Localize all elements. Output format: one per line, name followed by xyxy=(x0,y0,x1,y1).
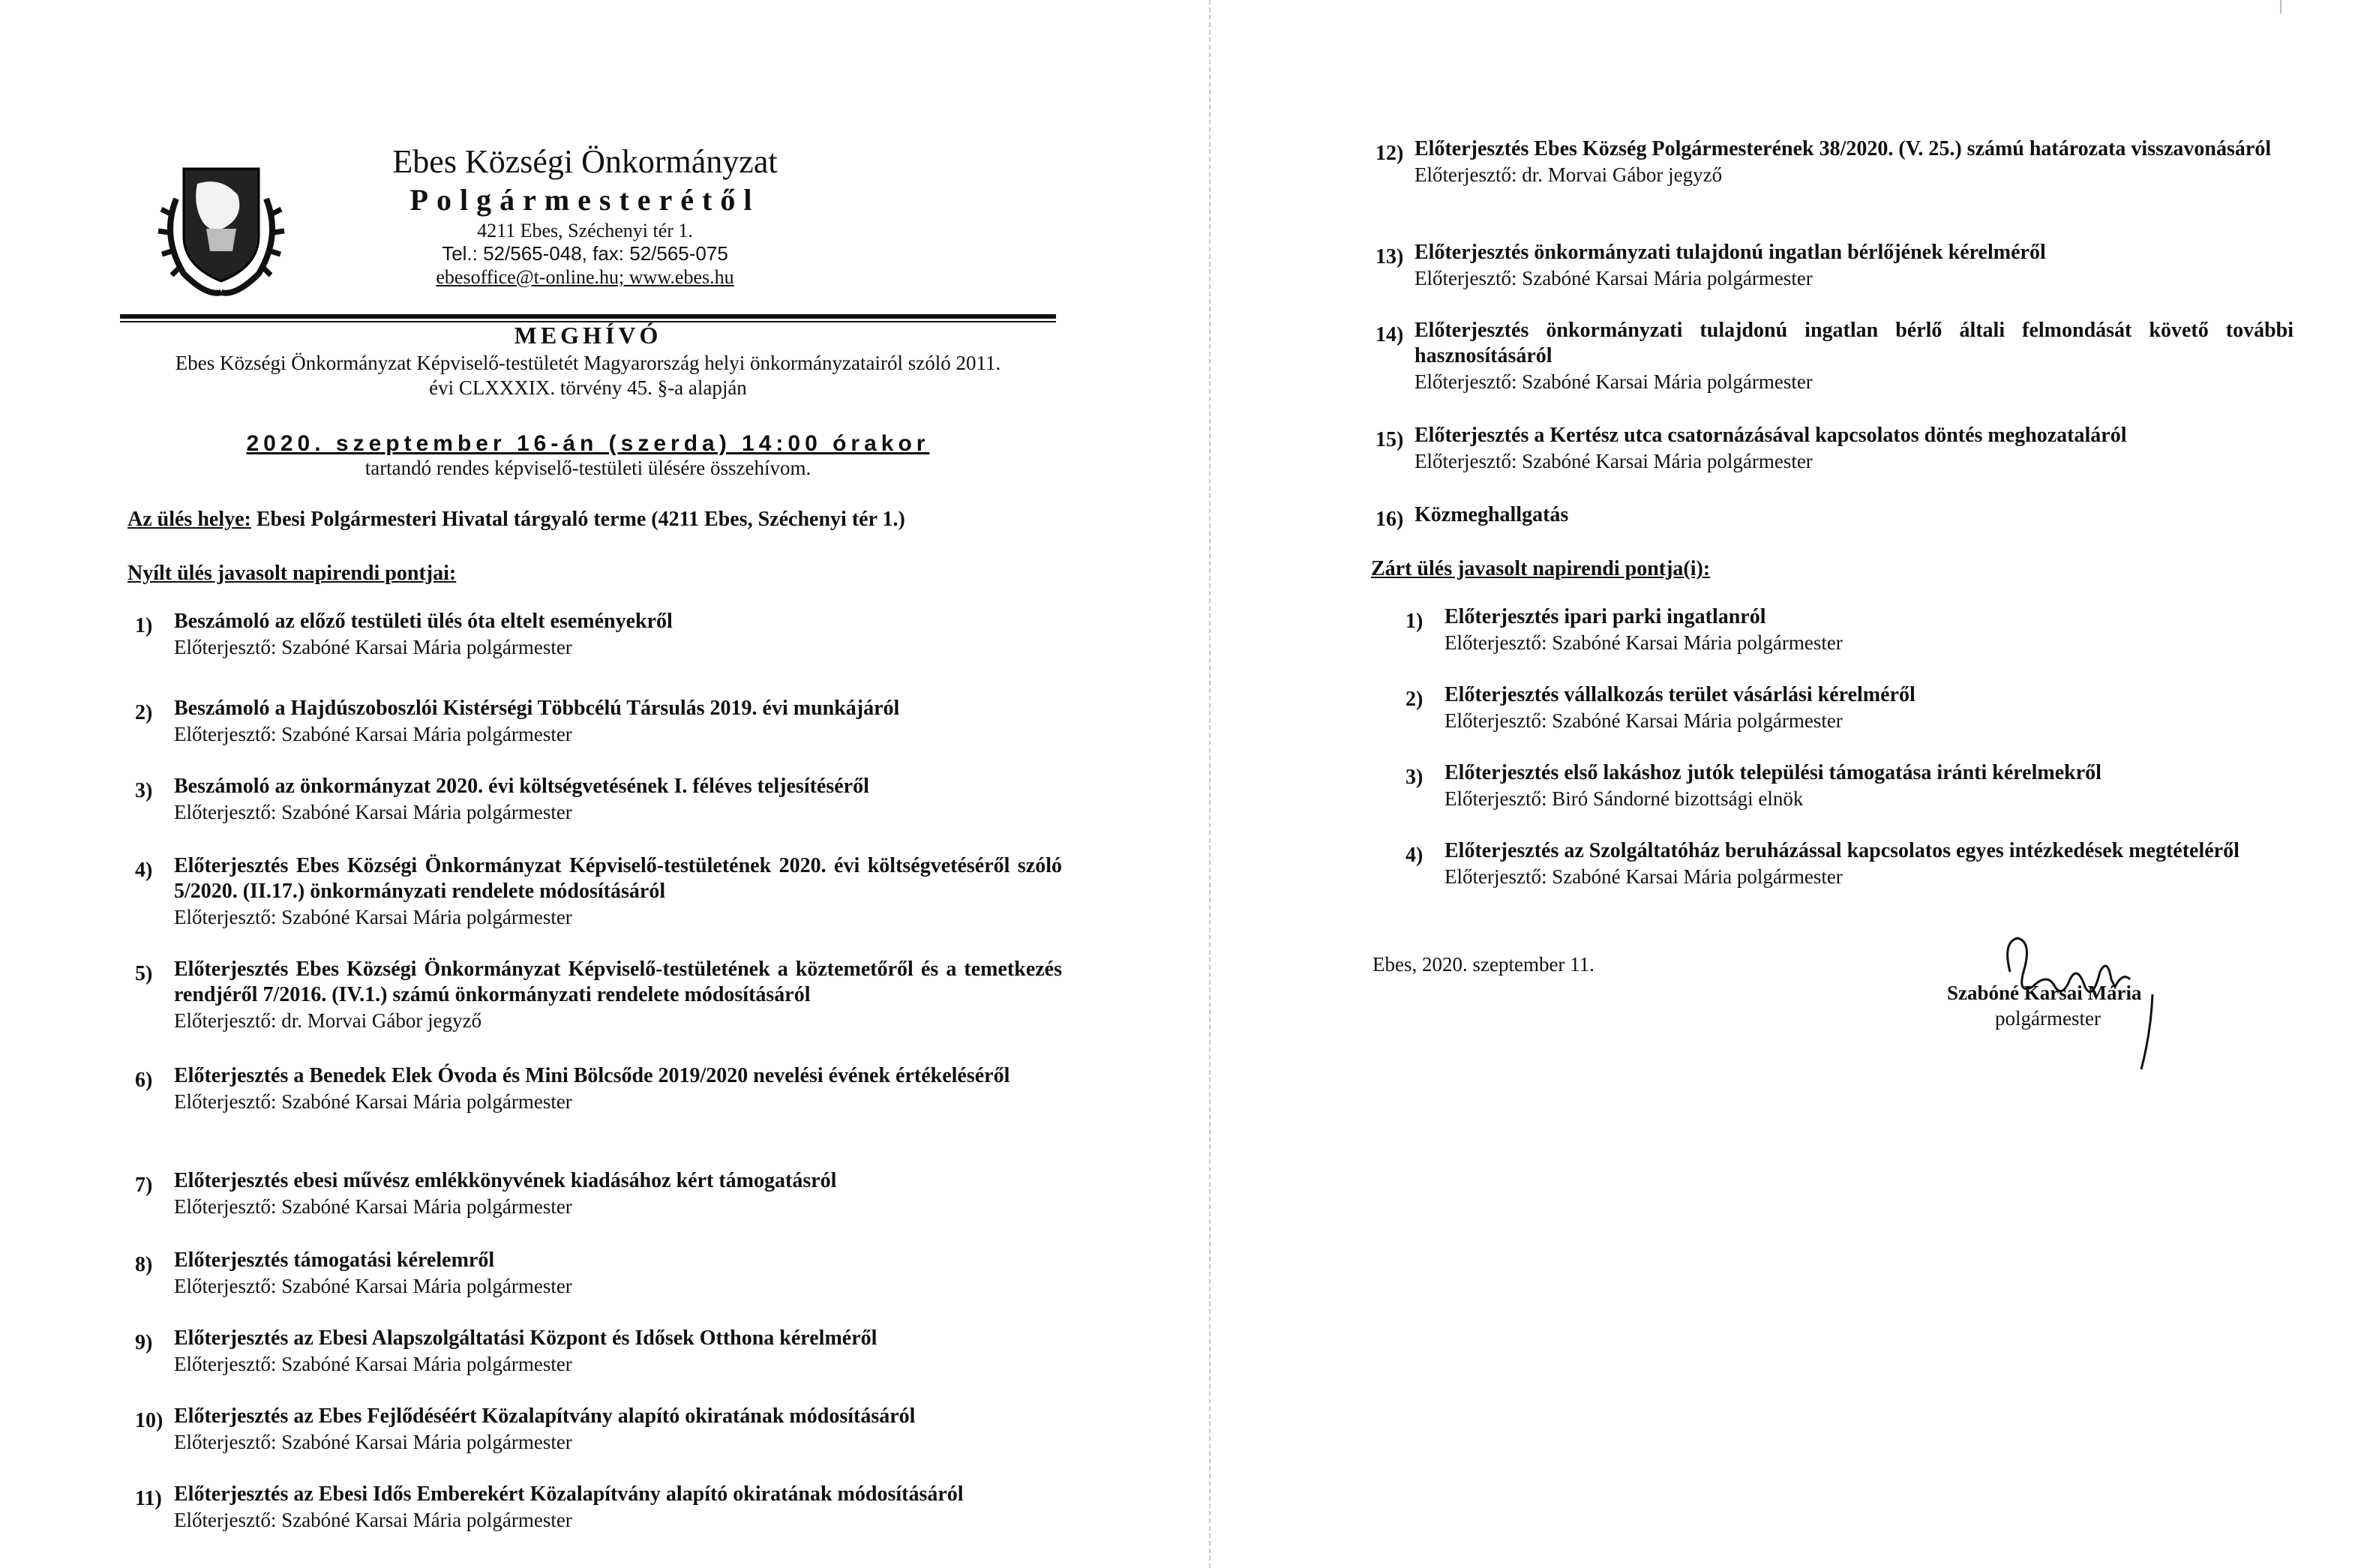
agenda-item-number: 3) xyxy=(135,779,153,802)
agenda-item-number: 4) xyxy=(1406,844,1424,867)
org-name: Ebes Községi Önkormányzat xyxy=(392,143,778,180)
agenda-item xyxy=(1406,682,2294,733)
invitation-intro: Ebes Községi Önkormányzat Képviselő-testületét Magyarország helyi önkormányzatairól szóló 2011. évi CLXXXIX. törvény 45. §-a alapján xyxy=(175,352,1001,399)
open-session-heading: Nyílt ülés javasolt napirendi pontjai: xyxy=(128,562,457,585)
scan-edge-mark xyxy=(2280,0,2282,13)
agenda-item xyxy=(1376,240,2294,291)
agenda-item xyxy=(1406,604,2294,655)
agenda-item-number: 8) xyxy=(135,1253,153,1276)
agenda-item xyxy=(135,696,1062,747)
page-fold-divider xyxy=(1209,0,1210,1568)
agenda-item-number: 2) xyxy=(1406,688,1424,711)
coat-of-arms-icon xyxy=(154,154,289,304)
meeting-date-note: tartandó rendes képviselő-testületi ülésére összehívom. xyxy=(364,457,812,479)
org-email-web[interactable]: ebesoffice@t-online.hu; www.ebes.hu xyxy=(436,266,734,288)
agenda-item-title: Előterjesztés Ebes Községi Önkormányzat Képviselő-testületének a köztemetőről és a temetkezés rendjéről 7/2016. (IV.1.) számú önkormányzati rendelete módosításáról xyxy=(174,958,1062,1006)
org-phone: Tel.: 52/565-048, fax: 52/565-075 xyxy=(442,242,728,265)
agenda-item-presenter: Előterjesztő: Szabóné Karsai Mária polgármester xyxy=(1414,370,1813,393)
agenda-item xyxy=(135,774,1062,825)
agenda-item xyxy=(1376,423,2294,474)
agenda-item-number: 2) xyxy=(135,701,153,724)
agenda-item xyxy=(135,853,1062,930)
agenda-item-number: 7) xyxy=(135,1174,153,1197)
agenda-item-presenter: Előterjesztő: Szabóné Karsai Mária polgármester xyxy=(174,1353,572,1375)
closed-session-heading: Zárt ülés javasolt napirendi pontja(i): xyxy=(1371,557,1711,580)
agenda-item-presenter: Előterjesztő: dr. Morvai Gábor jegyző xyxy=(174,1009,482,1032)
agenda-item xyxy=(1376,136,2294,187)
org-address: 4211 Ebes, Széchenyi tér 1. xyxy=(477,220,693,241)
letterhead xyxy=(360,142,810,289)
agenda-item-presenter: Előterjesztő: dr. Morvai Gábor jegyző xyxy=(1414,163,1723,186)
agenda-item-title: Előterjesztés ipari parki ingatlanról xyxy=(1444,605,1766,628)
agenda-item-presenter: Előterjesztő: Szabóné Karsai Mária polgármester xyxy=(174,1090,572,1113)
agenda-item xyxy=(135,1482,1062,1533)
agenda-item-title: Előterjesztés vállalkozás terület vásárlási kérelméről xyxy=(1444,683,1916,706)
agenda-item-title: Előterjesztés a Benedek Elek Óvoda és Mini Bölcsőde 2019/2020 nevelési évének értékeléséről xyxy=(174,1064,1010,1087)
signer-role: polgármester xyxy=(1995,1007,2101,1030)
meeting-date: 2020. szeptember 16-án (szerda) 14:00 órakor xyxy=(246,431,930,456)
agenda-item-title: Előterjesztés Ebes Község Polgármesterének 38/2020. (V. 25.) számú határozata visszavonásáról xyxy=(1414,137,2272,160)
agenda-item-number: 6) xyxy=(135,1069,153,1092)
agenda-item-title: Előterjesztés önkormányzati tulajdonú ingatlan bérlő általi felmondását követő további hasznosításáról xyxy=(1414,319,2294,367)
org-subtitle: Polgármesterétől xyxy=(410,183,760,217)
agenda-item-presenter: Előterjesztő: Szabóné Karsai Mária polgármester xyxy=(174,801,572,823)
meeting-place xyxy=(128,507,905,532)
agenda-item-presenter: Előterjesztő: Szabóné Karsai Mária polgármester xyxy=(174,723,572,745)
agenda-item-number: 16) xyxy=(1376,508,1404,531)
agenda-item xyxy=(135,609,1062,660)
header-rule-thick xyxy=(120,314,1056,319)
agenda-item-number: 1) xyxy=(135,614,153,637)
agenda-item xyxy=(1406,838,2294,889)
agenda-item-title: Előterjesztés önkormányzati tulajdonú ingatlan bérlőjének kérelméről xyxy=(1414,241,2046,264)
agenda-item-presenter: Előterjesztő: Szabóné Karsai Mária polgármester xyxy=(174,1275,572,1297)
agenda-item-title: Előterjesztés az Szolgáltatóház beruházással kapcsolatos egyes intézkedések megtételéről xyxy=(1444,839,2240,862)
agenda-item-presenter: Előterjesztő: Szabóné Karsai Mária polgármester xyxy=(1444,631,1843,654)
agenda-item-presenter: Előterjesztő: Szabóné Karsai Mária polgármester xyxy=(1444,865,1843,888)
agenda-item-presenter: Előterjesztő: Szabóné Karsai Mária polgármester xyxy=(174,906,572,928)
agenda-item-title: Előterjesztés támogatási kérelemről xyxy=(174,1249,495,1272)
meeting-place-value: Ebesi Polgármesteri Hivatal tárgyaló terme (4211 Ebes, Széchenyi tér 1.) xyxy=(256,508,905,531)
agenda-item xyxy=(1376,318,2294,394)
agenda-item-presenter: Előterjesztő: Szabóné Karsai Mária polgármester xyxy=(174,1509,572,1531)
agenda-item-number: 3) xyxy=(1406,766,1424,789)
signer-name: Szabóné Karsai Mária xyxy=(1947,982,2142,1004)
meeting-place-label: Az ülés helye: xyxy=(128,508,251,531)
agenda-item xyxy=(135,1063,1062,1114)
agenda-item-number: 10) xyxy=(135,1409,164,1432)
agenda-item xyxy=(1406,760,2294,811)
agenda-item-number: 4) xyxy=(135,859,153,882)
agenda-item-number: 14) xyxy=(1376,323,1404,346)
agenda-item-title: Előterjesztés első lakáshoz jutók települési támogatása iránti kérelmekről xyxy=(1444,761,2102,784)
document-title: MEGHÍVÓ xyxy=(514,322,662,349)
agenda-item xyxy=(135,957,1062,1033)
agenda-item-title: Előterjesztés ebesi művész emlékkönyvének kiadásához kért támogatásról xyxy=(174,1169,837,1192)
agenda-item-title: Előterjesztés Ebes Községi Önkormányzat Képviselő-testületének 2020. évi költségvetéséről szóló 5/2020. (II.17.) önkormányzati rendelete módosításáról xyxy=(174,854,1062,903)
agenda-item xyxy=(135,1168,1062,1219)
agenda-item-title: Közmeghallgatás xyxy=(1414,503,1569,526)
agenda-item-number: 11) xyxy=(135,1487,162,1510)
agenda-item-presenter: Előterjesztő: Biró Sándorné bizottsági elnök xyxy=(1444,787,1804,810)
agenda-item-number: 13) xyxy=(1376,245,1404,268)
agenda-item-number: 1) xyxy=(1406,610,1424,633)
place-and-date: Ebes, 2020. szeptember 11. xyxy=(1372,953,1594,976)
agenda-item xyxy=(1376,502,2294,531)
agenda-item xyxy=(135,1404,1062,1455)
agenda-item-presenter: Előterjesztő: Szabóné Karsai Mária polgármester xyxy=(1444,709,1843,732)
agenda-item-presenter: Előterjesztő: Szabóné Karsai Mária polgármester xyxy=(174,1431,572,1453)
agenda-item xyxy=(135,1248,1062,1299)
agenda-item-number: 12) xyxy=(1376,142,1404,165)
agenda-item-number: 5) xyxy=(135,962,153,985)
agenda-item-number: 9) xyxy=(135,1331,153,1354)
agenda-item-presenter: Előterjesztő: Szabóné Karsai Mária polgármester xyxy=(174,636,572,658)
agenda-item-title: Beszámoló a Hajdúszoboszlói Kistérségi Többcélú Társulás 2019. évi munkájáról xyxy=(174,697,900,720)
agenda-item-title: Beszámoló az előző testületi ülés óta eltelt eseményekről xyxy=(174,610,673,633)
agenda-item-presenter: Előterjesztő: Szabóné Karsai Mária polgármester xyxy=(1414,267,1813,289)
agenda-item-title: Előterjesztés az Ebesi Idős Emberekért Közalapítvány alapító okiratának módosításáról xyxy=(174,1483,964,1506)
agenda-item-presenter: Előterjesztő: Szabóné Karsai Mária polgármester xyxy=(174,1195,572,1218)
agenda-item xyxy=(135,1326,1062,1377)
agenda-item-number: 15) xyxy=(1376,428,1404,451)
agenda-item-presenter: Előterjesztő: Szabóné Karsai Mária polgármester xyxy=(1414,450,1813,472)
agenda-item-title: Előterjesztés a Kertész utca csatornázásával kapcsolatos döntés meghozataláról xyxy=(1414,424,2127,447)
agenda-item-title: Beszámoló az önkormányzat 2020. évi költségvetésének I. féléves teljesítéséről xyxy=(174,775,869,798)
agenda-item-title: Előterjesztés az Ebes Fejlődéséért Közalapítvány alapító okiratának módosításáról xyxy=(174,1405,916,1428)
agenda-item-title: Előterjesztés az Ebesi Alapszolgáltatási Központ és Idősek Otthona kérelméről xyxy=(174,1327,878,1350)
